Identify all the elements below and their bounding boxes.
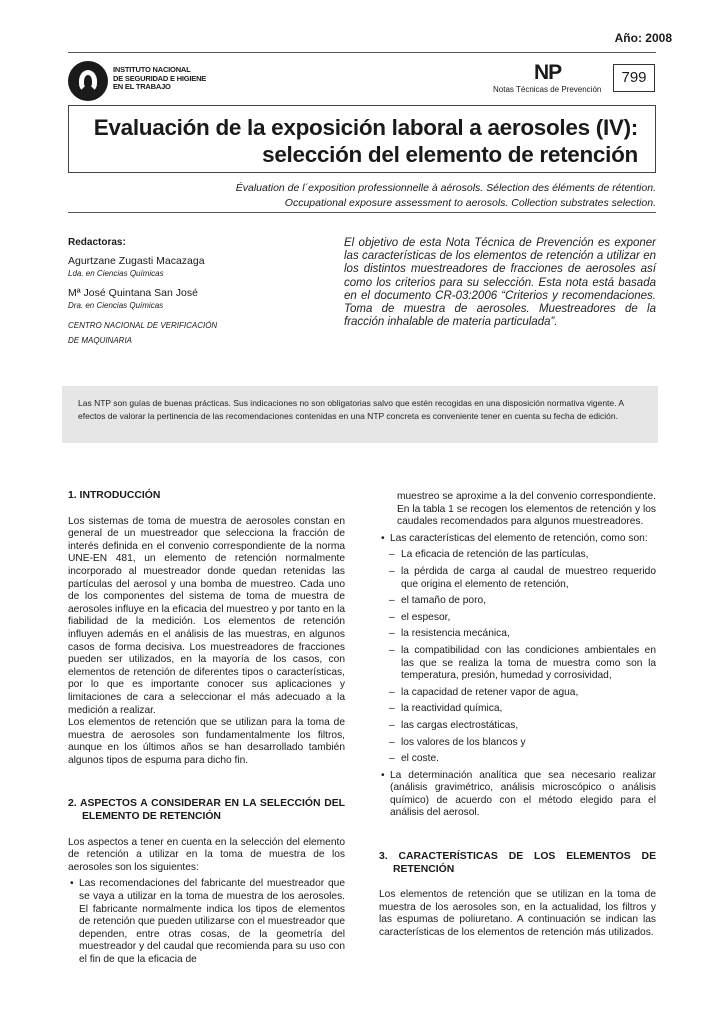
list-item: – la compatibilidad con las condiciones ambientales en las que se realiza la toma de muestra como son la temperatura, presión, humedad y corrosividad, (379, 645, 656, 683)
list-item: – la reactividad química, (379, 703, 656, 716)
list-item: – la pérdida de carga al caudal de muestreo requerido que origina el elemento de retención, (379, 566, 656, 591)
author-degree: Dra. en Ciencias Químicas (68, 301, 164, 310)
top-rule (68, 52, 656, 53)
translated-subtitle: Évaluation de l´exposition professionnelle à aérosols. Sélection des éléments de rétention. Occupational exposure assessment to aerosols. Collection substrates selection. (235, 182, 656, 209)
paragraph: Los aspectos a tener en cuenta en la selección del elemento de retención a utilizar en la toma de muestra de los aerosoles son los siguientes: (68, 836, 345, 873)
np-caption: Notas Técnicas de Prevención (493, 85, 602, 94)
year-label: Año: 2008 (614, 31, 672, 45)
list-item: – el tamaño de poro, (379, 595, 656, 608)
insht-logo-icon (68, 61, 108, 101)
list-item: – La eficacia de retención de las partículas, (379, 549, 656, 562)
list-item: – las cargas electrostáticas, (379, 720, 656, 733)
ntp-number: 799 (613, 64, 655, 92)
author-name: Agurtzane Zugasti Macazaga (68, 255, 205, 267)
list-item: – el espesor, (379, 612, 656, 625)
paragraph: Los sistemas de toma de muestra de aerosoles constan en general de un muestreador que selecciona la fracción de interés definida en el convenio correspondiente de la norma UNE-EN 481, un elemento de retención normalmente incorporado al muestreador donde quedan retenidas las partículas del aerosol y una bomba de muestreo. Cada uno de los componentes del sistema de toma de muestra de aerosoles influye en la eficacia del muestreo y por tanto en la fiabilidad de la medición. Los elementos de retención influyen además en el análisis de las muestras, en algunos casos de forma decisiva. Los muestreadores de fracciones pueden ser utilizados, en la mayoría de los casos, con elementos de retención de diferentes tipos o características, por lo que es importante conocer sus aplicaciones y limitaciones de cara a seleccionar el más adecuado a la medición a realizar. (68, 515, 345, 716)
list-item: – la capacidad de retener vapor de agua, (379, 687, 656, 700)
page-title: Evaluación de la exposición laboral a aerosoles (IV): selección del elemento de retención (93, 115, 638, 167)
author-center: CENTRO NACIONAL DE VERIFICACIÓN (68, 321, 218, 330)
list-item: – la resistencia mecánica, (379, 628, 656, 641)
list-item: • Las características del elemento de retención, como son: (379, 533, 656, 546)
paragraph: Los elementos de retención que se utilizan en la toma de muestra de los aerosoles son, en la actualidad, los filtros y las espumas de poliuretano. A continuación se indican las características de los elementos de retención más utilizados. (379, 889, 656, 939)
section-heading: 2. ASPECTOS A CONSIDERAR EN LA SELECCIÓN DEL ELEMENTO DE RETENCIÓN (68, 798, 345, 823)
section-heading: 3. CARACTERÍSTICAS DE LOS ELEMENTOS DE RETENCIÓN (379, 851, 656, 875)
list-item: • Las recomendaciones del fabricante del muestreador que se vaya a utilizar en la toma de muestra de los aerosoles. El fabricante normalmente indica los tipos de elementos de retención que pueden utilizarse con el muestreador que dependen, entre otras cosas, de la geometría del muestreador y del caudal que recomienda para su uso con el fin de que la eficacia de (68, 878, 345, 966)
abstract: El objetivo de esta Nota Técnica de Prevención es exponer las características de los elementos de retención a utilizar en los distintos muestreadores de fracciones de aerosoles así como los criterios para su selección. Esta nota está basada en el documento CR-03:2006 “Criterios y recomendaciones. Toma de muestra de aerosoles. Muestreadores de la fracción inhalable de materia particulada”. (344, 237, 656, 329)
list-item: – el coste. (379, 753, 656, 766)
authors-block: Redactoras: Agurtzane Zugasti Macazaga Lda. en Ciencias Químicas Mª José Quintana San José Dra. en Ciencias Químicas CENTRO NACIONAL DE VERIFICACIÓN DE MAQUINARIA (68, 237, 318, 347)
right-column (379, 491, 656, 940)
paragraph: muestreo se aproxime a la del convenio correspondiente. En la tabla 1 se recogen los elementos de retención y los caudales recomendados para algunos muestreadores. (397, 491, 656, 528)
list-item: • La determinación analítica que sea necesario realizar (análisis gravimétrico, análisis microscópico o análisis químico) de acuerdo con el método elegido para el análisis del aerosol. (379, 770, 656, 820)
author-name: Mª José Quintana San José (68, 287, 198, 299)
section-heading: 1. INTRODUCCIÓN (68, 490, 161, 501)
institute-name: INSTITUTO NACIONAL DE SEGURIDAD E HIGIENE EN EL TRABAJO (113, 65, 207, 92)
paragraph: Los elementos de retención que se utilizan para la toma de muestra de aerosoles son fundamentalmente los filtros, aunque en los últimos años se han desarrollado también algunos tipos de espuma para dicho fin. (68, 717, 345, 766)
np-logo: NP (534, 61, 562, 84)
author-degree: Lda. en Ciencias Químicas (68, 269, 164, 278)
title-box (68, 105, 656, 173)
list-item: – los valores de los blancos y (379, 737, 656, 750)
left-column (68, 490, 345, 967)
author-center: DE MAQUINARIA (68, 336, 133, 345)
disclaimer-notice: Las NTP son guías de buenas prácticas. Sus indicaciones no son obligatorias salvo que estén recogidas en una disposición normativa vigente. A efectos de valorar la pertinencia de las recomendaciones contenidas en una NTP concreta es conveniente tener en cuenta su fecha de edición. (62, 386, 658, 443)
subtitle-rule (68, 212, 656, 213)
